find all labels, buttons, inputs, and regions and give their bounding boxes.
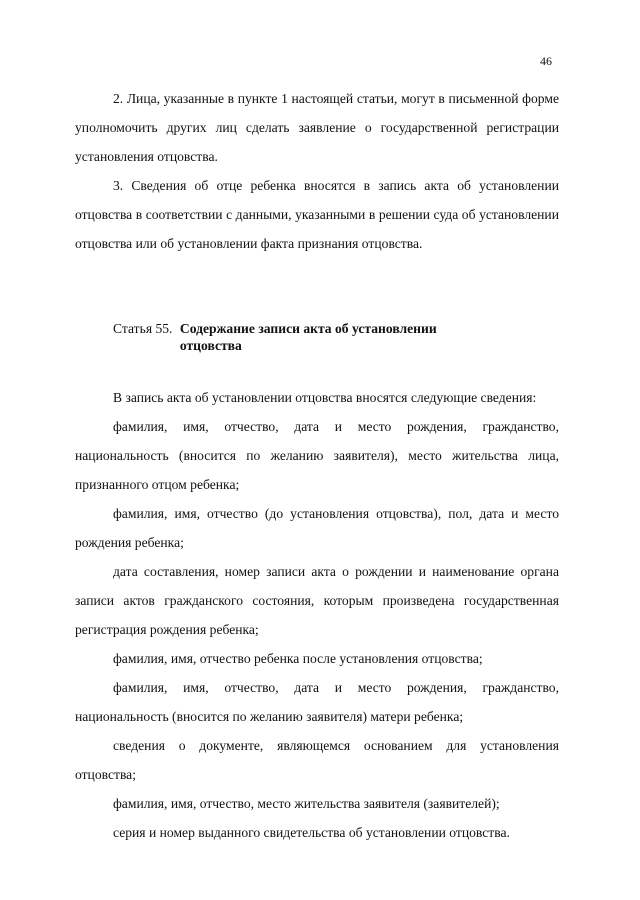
paragraph-2: 2. Лица, указанные в пункте 1 настоящей статьи, могут в письменной форме уполномочить других лиц сделать заявление о государственной регистрации установления отцовства. (75, 91, 559, 164)
list-item: серия и номер выданного свидетельства об установлении отцовства. (113, 825, 510, 840)
list-item: фамилия, имя, отчество, дата и место рождения, гражданство, национальность (вносится по желанию заявителя), место жительства лица, признанного отцом ребенка; (75, 419, 559, 492)
list-item: сведения о документе, являющемся основанием для установления отцовства; (75, 738, 559, 782)
list-item: фамилия, имя, отчество ребенка после установления отцовства; (113, 651, 483, 666)
page-number: 46 (540, 54, 552, 68)
list-item: фамилия, имя, отчество, место жительства заявителя (заявителей); (113, 796, 500, 811)
list-item: дата составления, номер записи акта о рождении и наименование органа записи актов гражданского состояния, которым произведена государственная регистрация рождения ребенка; (75, 564, 559, 637)
paragraphs-top (75, 84, 559, 258)
paragraph-3: 3. Сведения об отце ребенка вносятся в запись акта об установлении отцовства в соответствии с данными, указанными в решении суда об установлении отцовства или об установлении факта признания отцовства. (75, 178, 559, 251)
list-item: фамилия, имя, отчество (до установления отцовства), пол, дата и место рождения ребенка; (75, 506, 559, 550)
article-heading (113, 320, 533, 354)
article-title: Содержание записи акта об установлении отцовства (179, 321, 437, 353)
list-item: фамилия, имя, отчество, дата и место рождения, гражданство, национальность (вносится по желанию заявителя) матери ребенка; (75, 680, 559, 724)
paragraphs-bottom (75, 383, 559, 847)
article-number: Статья 55. (113, 321, 173, 336)
intro-paragraph: В запись акта об установлении отцовства вносятся следующие сведения: (113, 390, 537, 405)
